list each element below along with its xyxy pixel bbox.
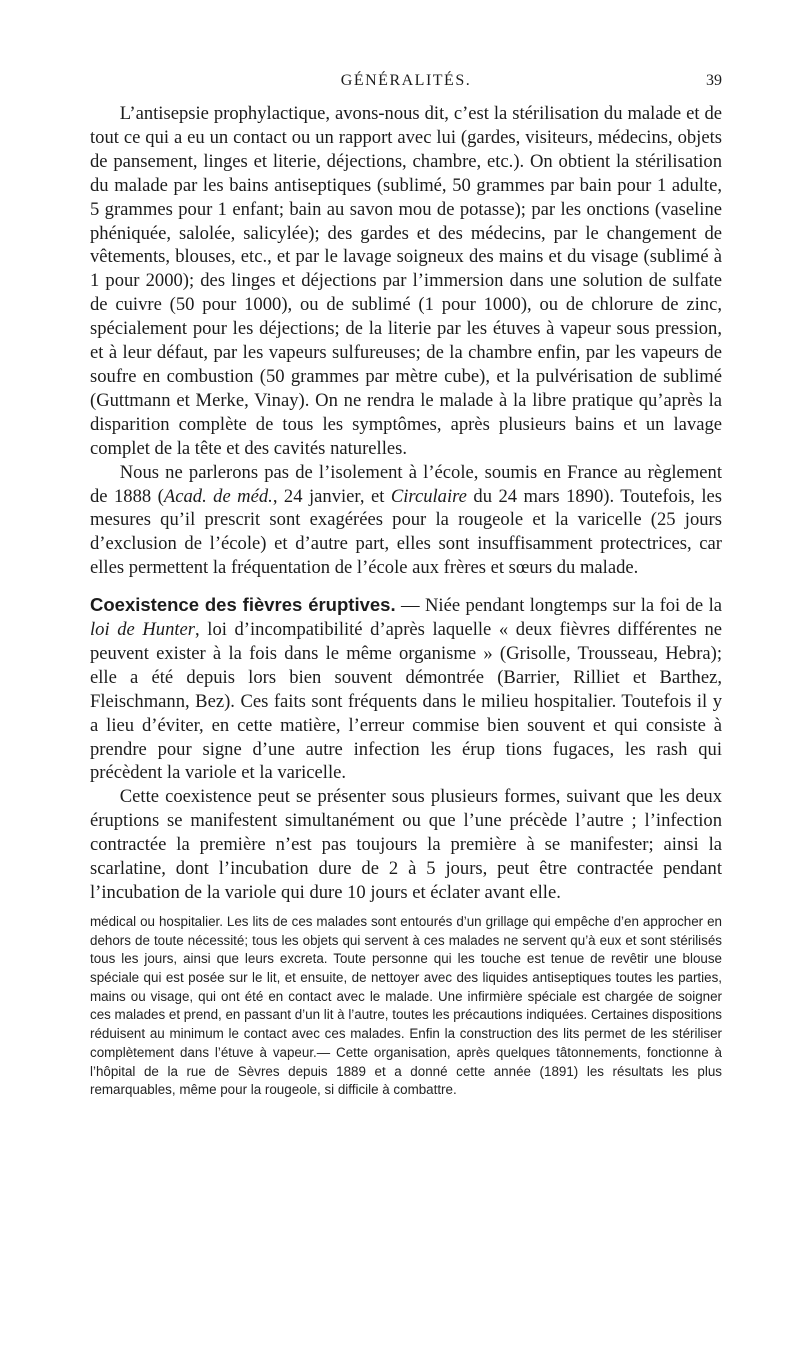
- paragraph-formes: Cette coexistence peut se présenter sous plusieurs formes, suivant que les deux éruptions se manifestent simultanément ou que l’une précède l’autre ; l’infection contractée la première n’est pas toujours la première à se manifester; ainsi la scarlatine, dont l’incubation dure de 2 à 5 jours, peut être contractée pendant l’incubation de la variole qui dure 10 jours et éclater avant elle.: [90, 786, 722, 903]
- text-run: Nous ne parlerons pas de l’isolement à l’école, soumis en France au règlement de 1888 (: [90, 461, 722, 507]
- paragraph-coexistence: [90, 593, 722, 785]
- section-gap: [90, 580, 722, 593]
- paragraph-sterilisation: L’antisepsie prophylactique, avons-nous dit, c’est la stérilisation du malade et de tout ce qui a eu un contact ou un rapport avec lui (gardes, visiteurs, médecins, objets de pansement, linges et literie, déjections, chambre, etc.). On obtient la stérilisation du malade par les bains antiseptiques (sublimé, 50 grammes par bain pour 1 adulte, 5 grammes pour 1 enfant; bain au savon mou de potasse); par les onctions (vaseline phéniquée, salolée, salicylée); des gardes et des médecins, par le changement de vêtements, blouses, etc., et par le lavage soigneux des mains et du visage (sublimé à 1 pour 2000); des linges et déjections par l’immersion dans une solution de sulfate de cuivre (50 pour 1000), ou de sublimé (1 pour 1000), ou de chlorure de zinc, spécialement pour les déjections; de la literie par les étuves à vapeur sous pression, et à leur défaut, par les vapeurs sulfureuses; de la chambre enfin, par les vapeurs de soufre en combustion (50 grammes par mètre cube), et la pulvérisation de sublimé (Guttmann et Merke, Vinay). On ne rendra le malade à la libre pratique qu’après la disparition complète de tous les symptômes, après plusieurs bains et un lavage complet de la tête et des cavités naturelles.: [90, 103, 722, 459]
- citation-italic: loi de Hunter: [90, 619, 196, 641]
- page-header: [90, 72, 722, 98]
- paragraph-isolement-ecole: [90, 461, 722, 581]
- text-run: — Niée pendant longtemps sur la foi de la: [395, 595, 722, 617]
- footnote-gap: [90, 905, 722, 913]
- page-number: 39: [706, 72, 722, 89]
- section-title: Coexistence des fièvres éruptives.: [90, 594, 396, 616]
- body-text: [90, 102, 722, 905]
- text-run: , loi d’incompatibilité d’après laquelle « deux fièvres différentes ne peuvent exister à la fois dans le même organisme » (Grisolle, Trousseau, Hebra); elle a été depuis lors bien souvent démontrée (Barrier, Rilliet et Barthez, Fleischmann, Bez). Ces faits sont fréquents dans le milieu hospitalier. Toutefois il y a lieu d’éviter, en cette matière, l’erreur commise bien souvent et qui consiste à prendre pour signe d’une autre infection les érup tions fugaces, les rash qui précèdent la variole et la varicelle.: [90, 619, 723, 784]
- text-run: du 24 mars 1890). Toutefois, les mesures qu’il prescrit sont exagérées pour la rougeole et la varicelle (25 jours d’exclusion de l’école) et d’autre part, elles sont insuffisamment protectrices, car elles permettent la fréquentation de l’école aux frères et sœurs du malade.: [90, 485, 722, 579]
- text-run: , 24 janvier, et: [272, 485, 391, 507]
- running-head: GÉNÉRALITÉS.: [340, 72, 472, 89]
- citation-italic: Acad. de méd.: [163, 485, 273, 507]
- footnote: médical ou hospitalier. Les lits de ces malades sont entourés d’un grillage qui empêche d’en approcher en dehors de toute nécessité; tous les objets qui servent à ces malades ne servent qu’à eux et sont stérilisés tous les jours, ainsi que leurs excreta. Toute personne qui les touche est tenue de revêtir une blouse spéciale qui est posée sur le lit, et ensuite, de nettoyer avec des liquides antiseptiques toutes les parties, mains ou visage, qui ont été en contact avec le malade. Une infirmière spéciale est chargée de soigner ces malades et prend, en passant d’un lit à l’autre, toutes les précautions indiquées. Certaines dispositions réduisent au minimum le contact avec ces malades. Enfin la construction des lits permet de les stériliser complètement dans l’étuve à vapeur.— Cette organisation, après quelques tâtonnements, fonctionne à l’hôpital de la rue de Sèvres depuis 1889 et a donné cette année (1891) les résultats les plus remarquables, même pour la rougeole, si difficile à combattre.: [90, 913, 722, 1098]
- citation-italic: Circulaire: [390, 485, 467, 507]
